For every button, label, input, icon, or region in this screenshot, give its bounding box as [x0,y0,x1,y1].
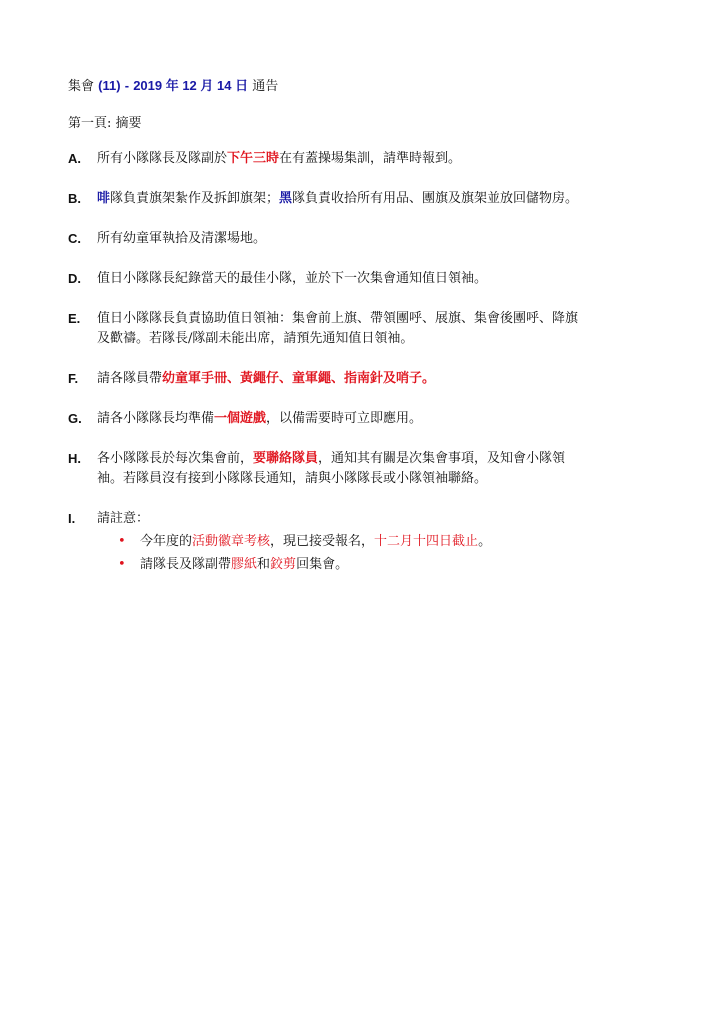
item-text: 所有幼童軍執拾及清潔場地。 [97,231,267,246]
item-g [68,409,658,429]
notes-list [118,532,638,578]
item-text: 隊負責旗架紮作及拆卸旗架； [110,191,280,206]
item-b [68,189,658,209]
item-text: 袖。若隊員沒有接到小隊隊長通知，請與小隊隊長或小隊領袖聯絡。 [97,471,488,486]
item-letter: D. [68,271,81,286]
summary-heading: 第一頁: 摘要 [68,116,142,131]
item-text: 及歡禱。若隊長/隊副未能出席，請預先通知值日領袖。 [97,331,414,346]
highlight-scissors: 鉸剪 [270,557,297,572]
item-c [68,229,658,249]
note-text: 回集會。 [296,557,349,572]
item-text: 請各隊員帶 [97,371,163,386]
item-text: 值日小隊隊長負責協助值日領袖：集會前上旗、帶領團呼、展旗、集會後團呼、降旗 [97,311,579,326]
note-text: 。 [478,534,492,549]
bullet-icon: • [118,534,126,549]
highlight-time: 下午三時 [227,151,280,166]
item-text: 隊負責收拾所有用品、團旗及旗架並放回儲物房。 [292,191,579,206]
item-text: 請各小隊隊長均準備 [97,411,215,426]
highlight-badge-test: 活動徽章考核 [192,534,271,549]
item-a [68,149,658,169]
item-text: 所有小隊隊長及隊副於 [97,151,228,166]
title-number: (11) [98,78,121,93]
highlight-equipment: 幼童軍手冊、黃繩仔、童軍繩、指南針及哨子。 [162,371,436,386]
note-text: 今年度的 [140,534,193,549]
title-dash: - [124,78,130,93]
note-text: 和 [257,557,271,572]
item-f [68,369,658,389]
notice-title [68,76,278,97]
highlight-tape: 膠紙 [231,557,258,572]
highlight-brown-team: 啡 [97,191,111,206]
item-letter: C. [68,231,81,246]
note-text: 請隊長及隊副帶 [140,557,232,572]
item-h [68,449,658,489]
item-text: ，以備需要時可立即應用。 [266,411,423,426]
item-e [68,309,658,349]
item-text: 請註意： [97,511,150,526]
highlight-black-team: 黑 [279,191,293,206]
item-text: 值日小隊隊長紀錄當天的最佳小隊，並於下一次集會通知值日領袖。 [97,271,488,286]
item-list [68,149,658,549]
bullet-icon: • [118,557,126,572]
item-letter: A. [68,151,81,166]
item-letter: B. [68,191,81,206]
highlight-game: 一個遊戲 [214,411,267,426]
note-item [118,555,638,575]
title-suffix: 通告 [252,79,279,94]
item-text: 各小隊隊長於每次集會前， [97,451,254,466]
item-i [68,509,658,529]
highlight-deadline: 十二月十四日截止 [374,534,479,549]
item-letter: E. [68,311,81,326]
item-letter: F. [68,371,79,386]
note-item [118,532,638,552]
item-letter: H. [68,451,81,466]
item-letter: I. [68,511,76,526]
title-prefix: 集會 [68,79,95,94]
note-text: ，現已接受報名， [270,534,375,549]
item-letter: G. [68,411,82,426]
highlight-contact: 要聯絡隊員 [253,451,319,466]
item-d [68,269,658,289]
title-date: 2019 年 12 月 14 日 [133,78,249,93]
item-text: ，通知其有關是次集會事項，及知會小隊領 [318,451,566,466]
item-text: 在有蓋操場集訓，請準時報到。 [279,151,462,166]
